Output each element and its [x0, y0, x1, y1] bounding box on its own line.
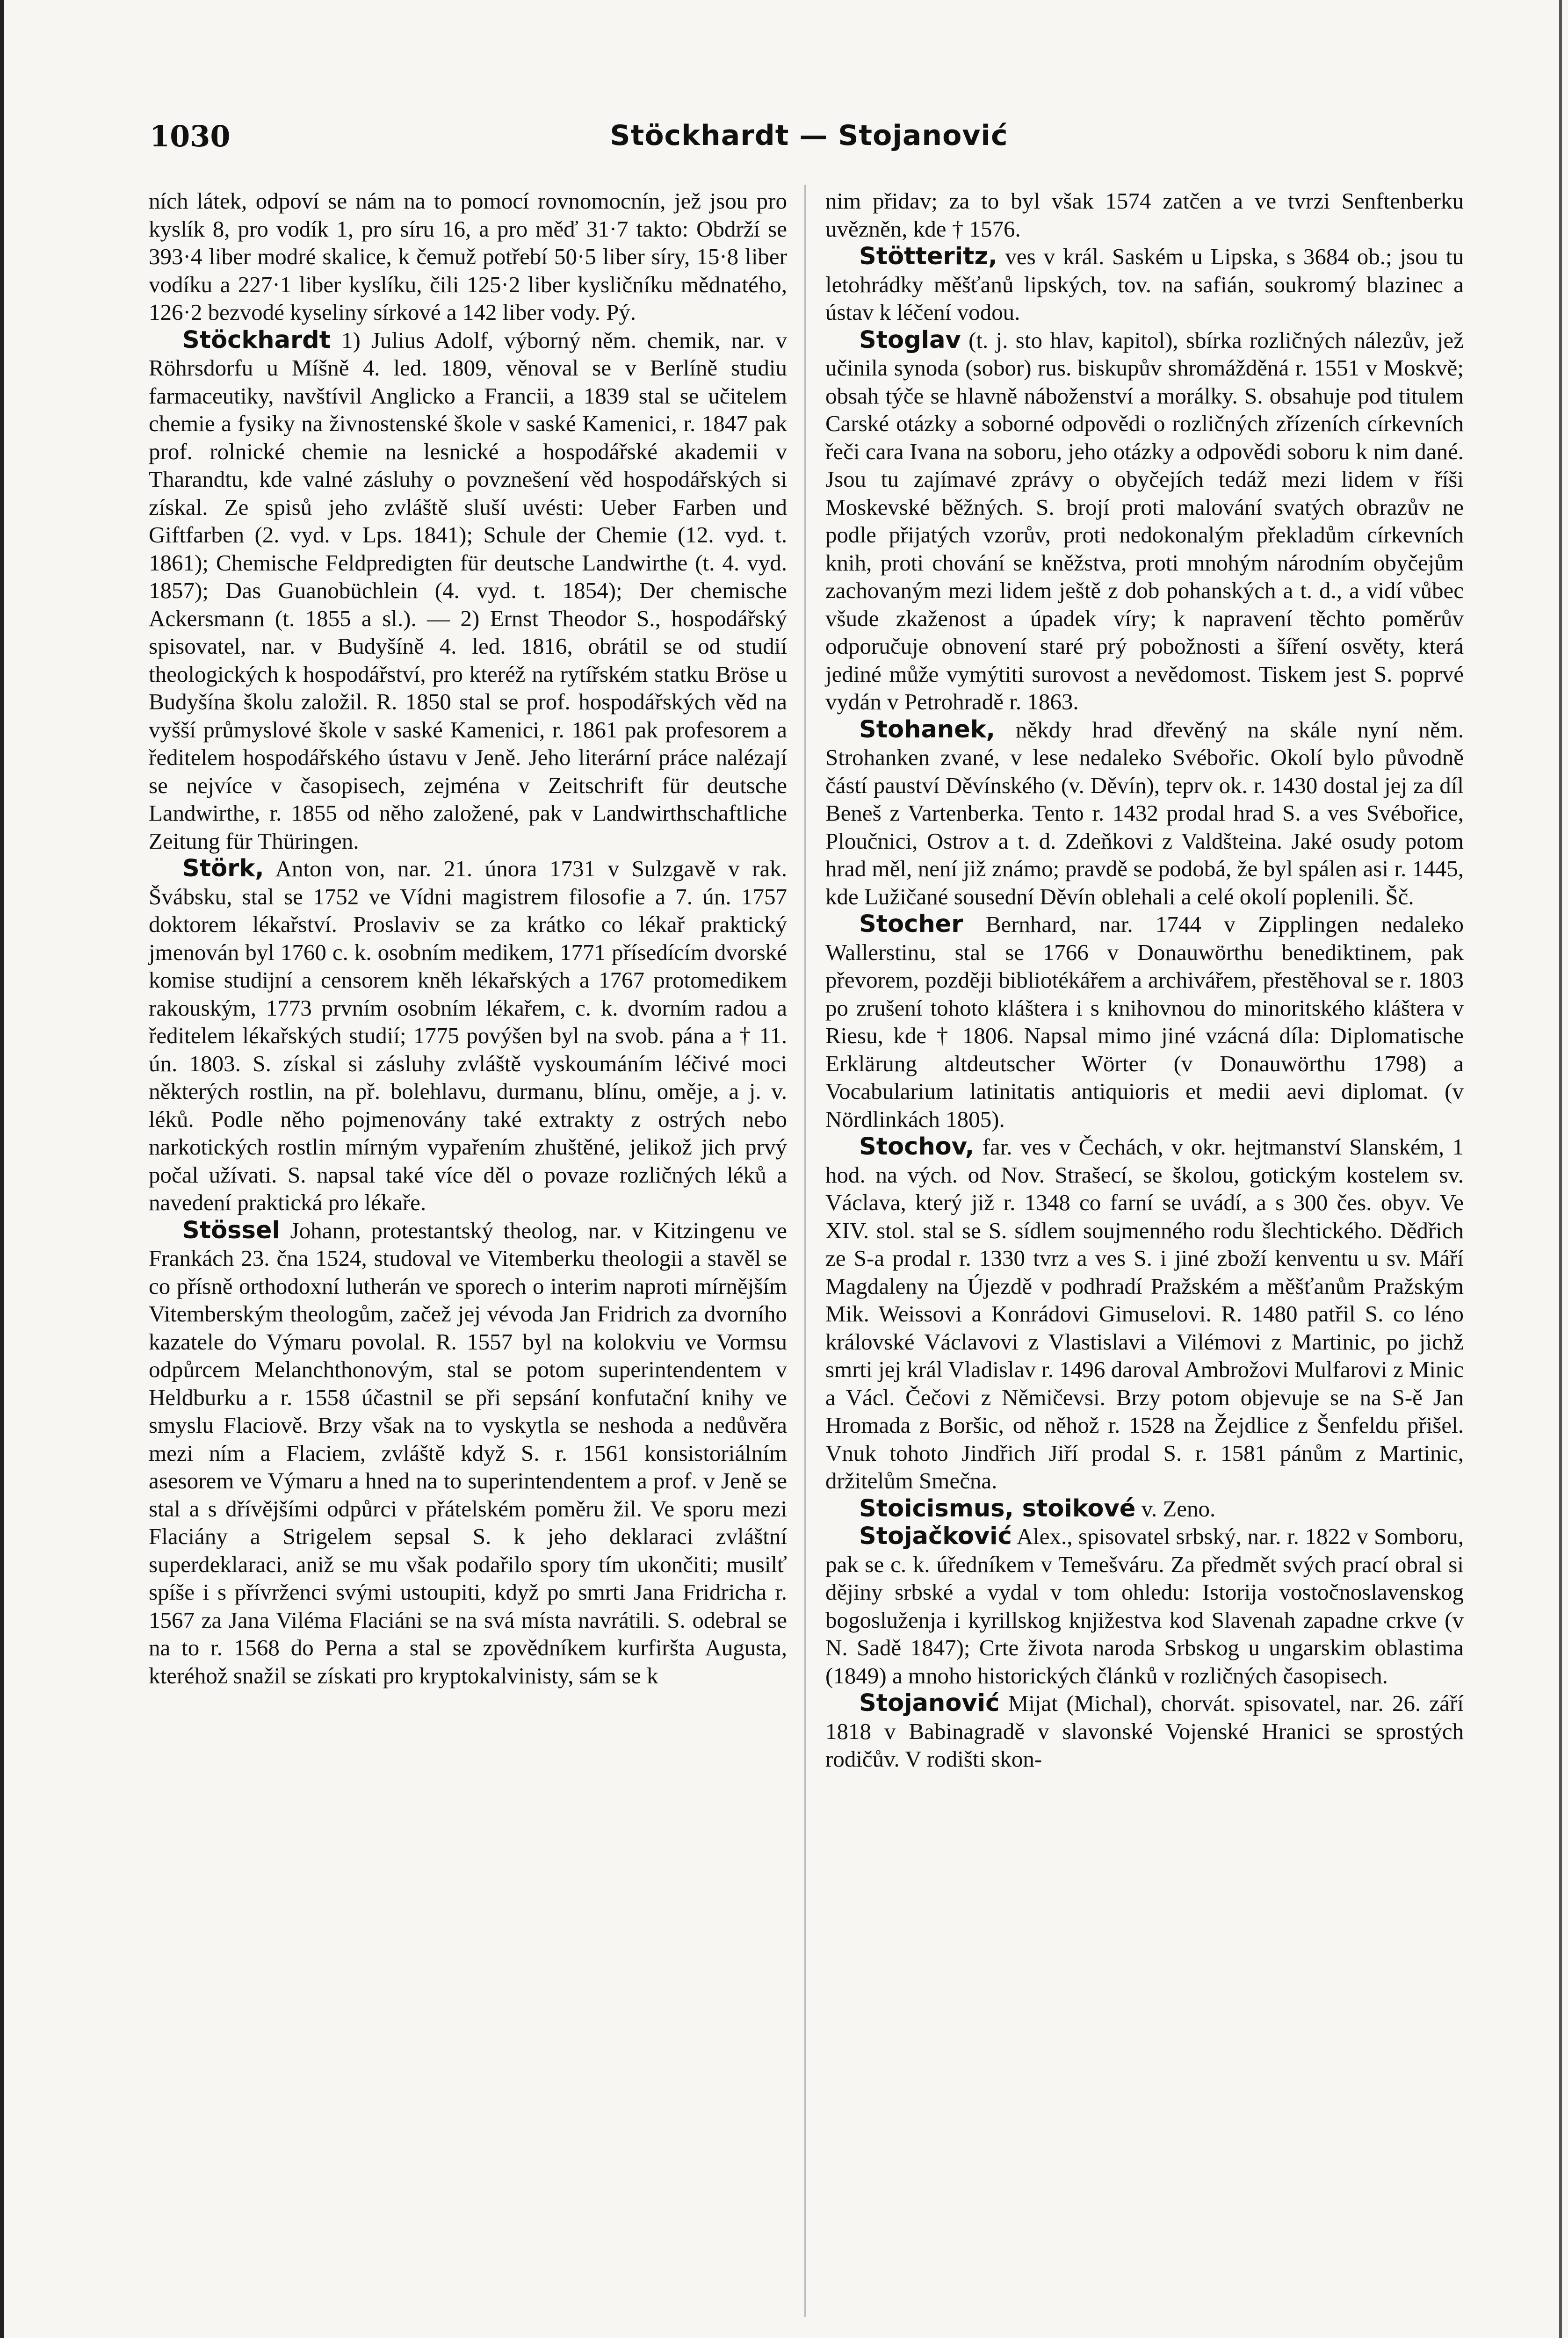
page-header — [150, 119, 1468, 161]
entry-headword: Stötteritz, — [859, 243, 997, 270]
entry-text: ních látek, odpoví se nám na to pomocí rovnomocnín, jež jsou pro kyslík 8, pro vodík 1, pro síru 16, a pro měď 31·7 takto: Obdrží se 393·4 liber modré skalice, k čemuž potřebí 50·5 liber síry, 15·8 liber vodíku a 227·1 liber kyslíku, čili 125·2 liber kysličníku mědnatého, 126·2 bezvodé kyseliny sírkové a 142 liber vody. Pý. — [149, 188, 787, 325]
entry-text: někdy hrad dřevěný na skále nyní něm. Strohanken zvané, v lese nedaleko Svébořic. Okolí bylo původně částí pauství Děvínského (v. Děvín), teprv ok. r. 1430 dostal jej za díl Beneš z Vartenberka. Tento r. 1432 prodal hrad S. a ves Svébořice, Ploučnici, Ostrov a t. d. Zdeňkovi z Valdšteina. Jaké osudy potom hrad měl, není již známo; pravdě se podobá, že byl spálen asi r. 1445, kde Lužičané sousední Děvín oblehali a celé okolí poplenili. Šč. — [825, 716, 1464, 909]
dictionary-entry — [149, 855, 787, 1217]
entry-headword: Stössel — [182, 1216, 280, 1244]
entry-headword: Stocher — [859, 910, 963, 938]
dictionary-entry — [825, 716, 1464, 911]
entry-text: ves v král. Saském u Lipska, s 3684 ob.; jsou tu letohrádky měšťanů lipských, tov. na safián, soukromý blazinec a ústav k léčení vodou. — [825, 244, 1464, 325]
page-number: 1030 — [150, 119, 231, 153]
dictionary-entry — [825, 910, 1464, 1133]
dictionary-entry — [825, 1689, 1464, 1773]
entry-headword: Stoicismus, stoikové — [859, 1494, 1136, 1523]
entry-text: nim přidav; za to byl však 1574 zatčen a ve tvrzi Senftenberku uvězněn, kde † 1576. — [825, 188, 1464, 242]
entry-text: Mijat (Michal), chorvát. spisovatel, nar. 26. září 1818 v Babinagradě v slavonské Vojenské Hranici se sprostých rodičův. V rodišti skon- — [825, 1690, 1464, 1772]
entry-text: Johann, protestantský theolog, nar. v Kitzingenu ve Frankách 23. čna 1524, studoval ve Vitemberku theologii a stavěl se co přísně orthodoxní lutherán ve sporech o interim naproti mírnějším Vitemberským theologům, začež jej vévoda Jan Fridrich za dvorního kazatele do Výmaru povolal. R. 1557 byl na kolokviu ve Vormsu odpůrcem Melanchthonovým, stal se potom superintendentem v Heldburku a r. 1558 účastnil se při sepsání konfutační knihy ve smyslu Flaciově. Brzy však na to vyskytla se neshoda a nedůvěra mezi ním a Flaciem, zvláště když S. r. 1561 konsistoriálním asesorem ve Výmaru a hned na to superintendentem a prof. v Jeně se stal a s dřívějšími odpůrci v přátelském poměru žil. Ve sporu mezi Flaciány a Strigelem sepsal S. k jeho deklaraci zvláštní superdeklaraci, aniž se mu však podařilo spory tím ukončiti; musilť spíše i s přívrženci svými ustoupiti, když po smrti Jana Fridricha r. 1567 za Jana Viléma Flaciáni se na svá místa navrátili. S. odebral se na to r. 1568 do Perna a stal se zpovědníkem kurfiršta Augusta, kteréhož snažil se získati pro kryptokalvinisty, sám se k — [149, 1217, 787, 1689]
entry-headword: Stöckhardt — [182, 326, 331, 354]
entry-text: Bernhard, nar. 1744 v Zipplingen nedaleko Wallerstinu, stal se 1766 v Donauwörthu benediktinem, pak převorem, později bibliotékářem a archivářem, přestěhoval se r. 1803 po zrušení tohoto kláštera i s knihovnou do minoritského kláštera v Riesu, kde † 1806. Napsal mimo jiné vzácná díla: Diplomatische Erklärung altdeutscher Wörter (v Donauwörthu 1798) a Vocabularium latinitatis antiquioris et medii aevi diplomat. (v Nördlinkách 1805). — [825, 911, 1464, 1132]
dictionary-entry — [149, 187, 787, 326]
dictionary-entry — [149, 1217, 787, 1690]
dictionary-entry — [825, 1133, 1464, 1495]
dictionary-entry — [825, 243, 1464, 326]
entry-headword: Stohanek, — [859, 715, 996, 743]
entry-headword: Stoglav — [859, 326, 961, 354]
dictionary-entry — [825, 187, 1464, 243]
right-column — [825, 187, 1464, 1773]
column-divider — [804, 185, 806, 2317]
entry-headword: Stojanović — [859, 1689, 1000, 1717]
entry-headword: Störk, — [182, 855, 264, 882]
entry-text: 1) Julius Adolf, výborný něm. chemik, nar. v Röhrsdorfu u Míšně 4. led. 1809, věnoval se v Berlíně studiu farmaceutiky, navštívil Anglicko a Francii, a 1839 stal se učitelem chemie a fysiky na živnostenské škole v saské Kamenici, r. 1847 pak prof. rolnické chemie na lesnické a hospodářské akademii v Tharandtu, kde valné zásluhy o povznešení věd hospodářských si získal. Ze spisů jeho zvláště sluší uvésti: Ueber Farben und Giftfarben (2. vyd. v Lps. 1841); Schule der Chemie (12. vyd. t. 1861); Chemische Feldpredigten für deutsche Landwirthe (t. 4. vyd. 1857); Das Guanobüchlein (4. vyd. t. 1854); Der chemische Ackersmann (t. 1855 a sl.). — 2) Ernst Theodor S., hospodářský spisovatel, nar. v Budyšíně 4. led. 1816, obrátil se od studií theologických k hospodářství, pro kteréž na rytířském statku Bröse u Budyšína školu založil. R. 1850 stal se prof. hospodářských věd na vyšší průmyslové škole v saské Kamenici, r. 1861 pak profesorem a ředitelem hospodářského ústavu v Jeně. Jeho literární práce nalézají se nejvíce v časopisech, zejména v Zeitschrift für deutsche Landwirthe, r. 1855 od něho založené, pak v Landwirthschaftliche Zeitung für Thüringen. — [149, 327, 787, 854]
entry-text: far. ves v Čechách, v okr. hejtmanství Slanském, 1 hod. na vých. od Nov. Strašecí, se školou, gotickým kostelem sv. Václava, který již r. 1348 co farní se uvádí, a s 300 čes. obyv. Ve XIV. stol. stal se S. sídlem soujmenného rodu šlechtického. Dědřich ze S-a prodal r. 1330 tvrz a ves S. i jiné zboží kenventu u sv. Máří Magdaleny na Újezdě v podhradí Pražském a měšťanům Pražským Mik. Weissovi a Konrádovi Gimuselovi. R. 1480 patřil S. co léno královské Václavovi z Vlastislavi a Vilémovi z Martinic, po jichž smrti jej král Vladislav r. 1496 daroval Ambrožovi Mulfarovi z Minic a Václ. Čečovi z Němičevsi. Brzy potom objevuje se na S-ě Jan Hromada z Boršic, od něhož r. 1528 na Žejdlice z Šenfeldu přišel. Vnuk tohoto Jindřich Jiří prodal S. r. 1581 pánům z Martinic, držitelům Smečna. — [825, 1134, 1464, 1494]
entry-text: v. Zeno. — [1141, 1495, 1216, 1522]
entry-text: Anton von, nar. 21. února 1731 v Sulzgavě v rak. Švábsku, stal se 1752 ve Vídni magistrem filosofie a 7. ún. 1757 doktorem lékařství. Proslaviv se za krátko co lékař praktický jmenován byl 1760 c. k. osobním medikem, 1771 přísedícím dvorské komise studijní a censorem kněh lékařských a 1767 protomedikem rakouským, 1773 prvním osobním lékařem, c. k. dvorním radou a ředitelem lékařských studií; 1775 povýšen byl na svob. pána a † 11. ún. 1803. S. získal si zásluhy zvláště vyskoumáním léčivé moci některých rostlin, na př. bolehlavu, durmanu, blínu, oměje, a j. v. léků. Podle něho pojmenovány také extrakty z ostrých nebo narkotických rostlin mírným vypařením zhuštěné, jelikož jich prvý počal užívati. S. napsal také více děl o povaze rozličných léků a navedení praktická pro lékaře. — [149, 856, 788, 1215]
dictionary-entry — [825, 1495, 1464, 1523]
entry-text: (t. j. sto hlav, kapitol), sbírka rozličných nálezův, jež učinila synoda (sobor) rus. biskupův shromážděná r. 1551 v Moskvě; obsah týče se hlavně náboženství a morálky. S. obsahuje pod titulem Carské otázky a soborné odpovědi o rozličných zřízeních církevních řeči cara Ivana na soboru, jeho otázky a odpovědi soboru k nim dané. Jsou tu zajímavé zprávy o obyčejích tedáž mezi lidem v říši Moskevské běžných. S. brojí proti malování svatých obrazův ne podle přijatých vzorův, proti nedokonalým překladům církevních knih, proti chování se kněžstva, proti mnohým národním obyčejům zachovaným mezi lidem ještě z dob pohanských a t. d., a vidí vůbec všude zkaženost a úpadek víry; k napravení těchto poměrův odporučuje obnovení staré prý pobožnosti a šíření osvěty, která jediné může vymýtiti surovost a nevědomost. Tiskem jest S. poprvé vydán v Petrohradě r. 1863. — [825, 327, 1464, 714]
running-head: Stöckhardt — Stojanović — [610, 119, 1008, 152]
dictionary-entry — [825, 326, 1464, 716]
dictionary-entry — [149, 326, 787, 855]
left-column — [149, 187, 787, 1689]
entry-headword: Stojačković — [859, 1523, 1012, 1550]
entry-text: Alex., spisovatel srbský, nar. r. 1822 v Somboru, pak se c. k. úředníkem v Temešváru. Za předmět svých prací obral si dějiny srbské a vydal v tom ohledu: Istorija vostočnoslavenskog bogosluženja i kyrillskog knjižestva kod Slavenah zapadne crkve (v N. Sadě 1847); Crte života naroda Srbskog u ungarskim oblastima (1849) a mnoho historických článků v rozličných časopisech. — [825, 1523, 1464, 1689]
dictionary-entry — [825, 1523, 1464, 1689]
entry-headword: Stochov, — [859, 1133, 975, 1161]
